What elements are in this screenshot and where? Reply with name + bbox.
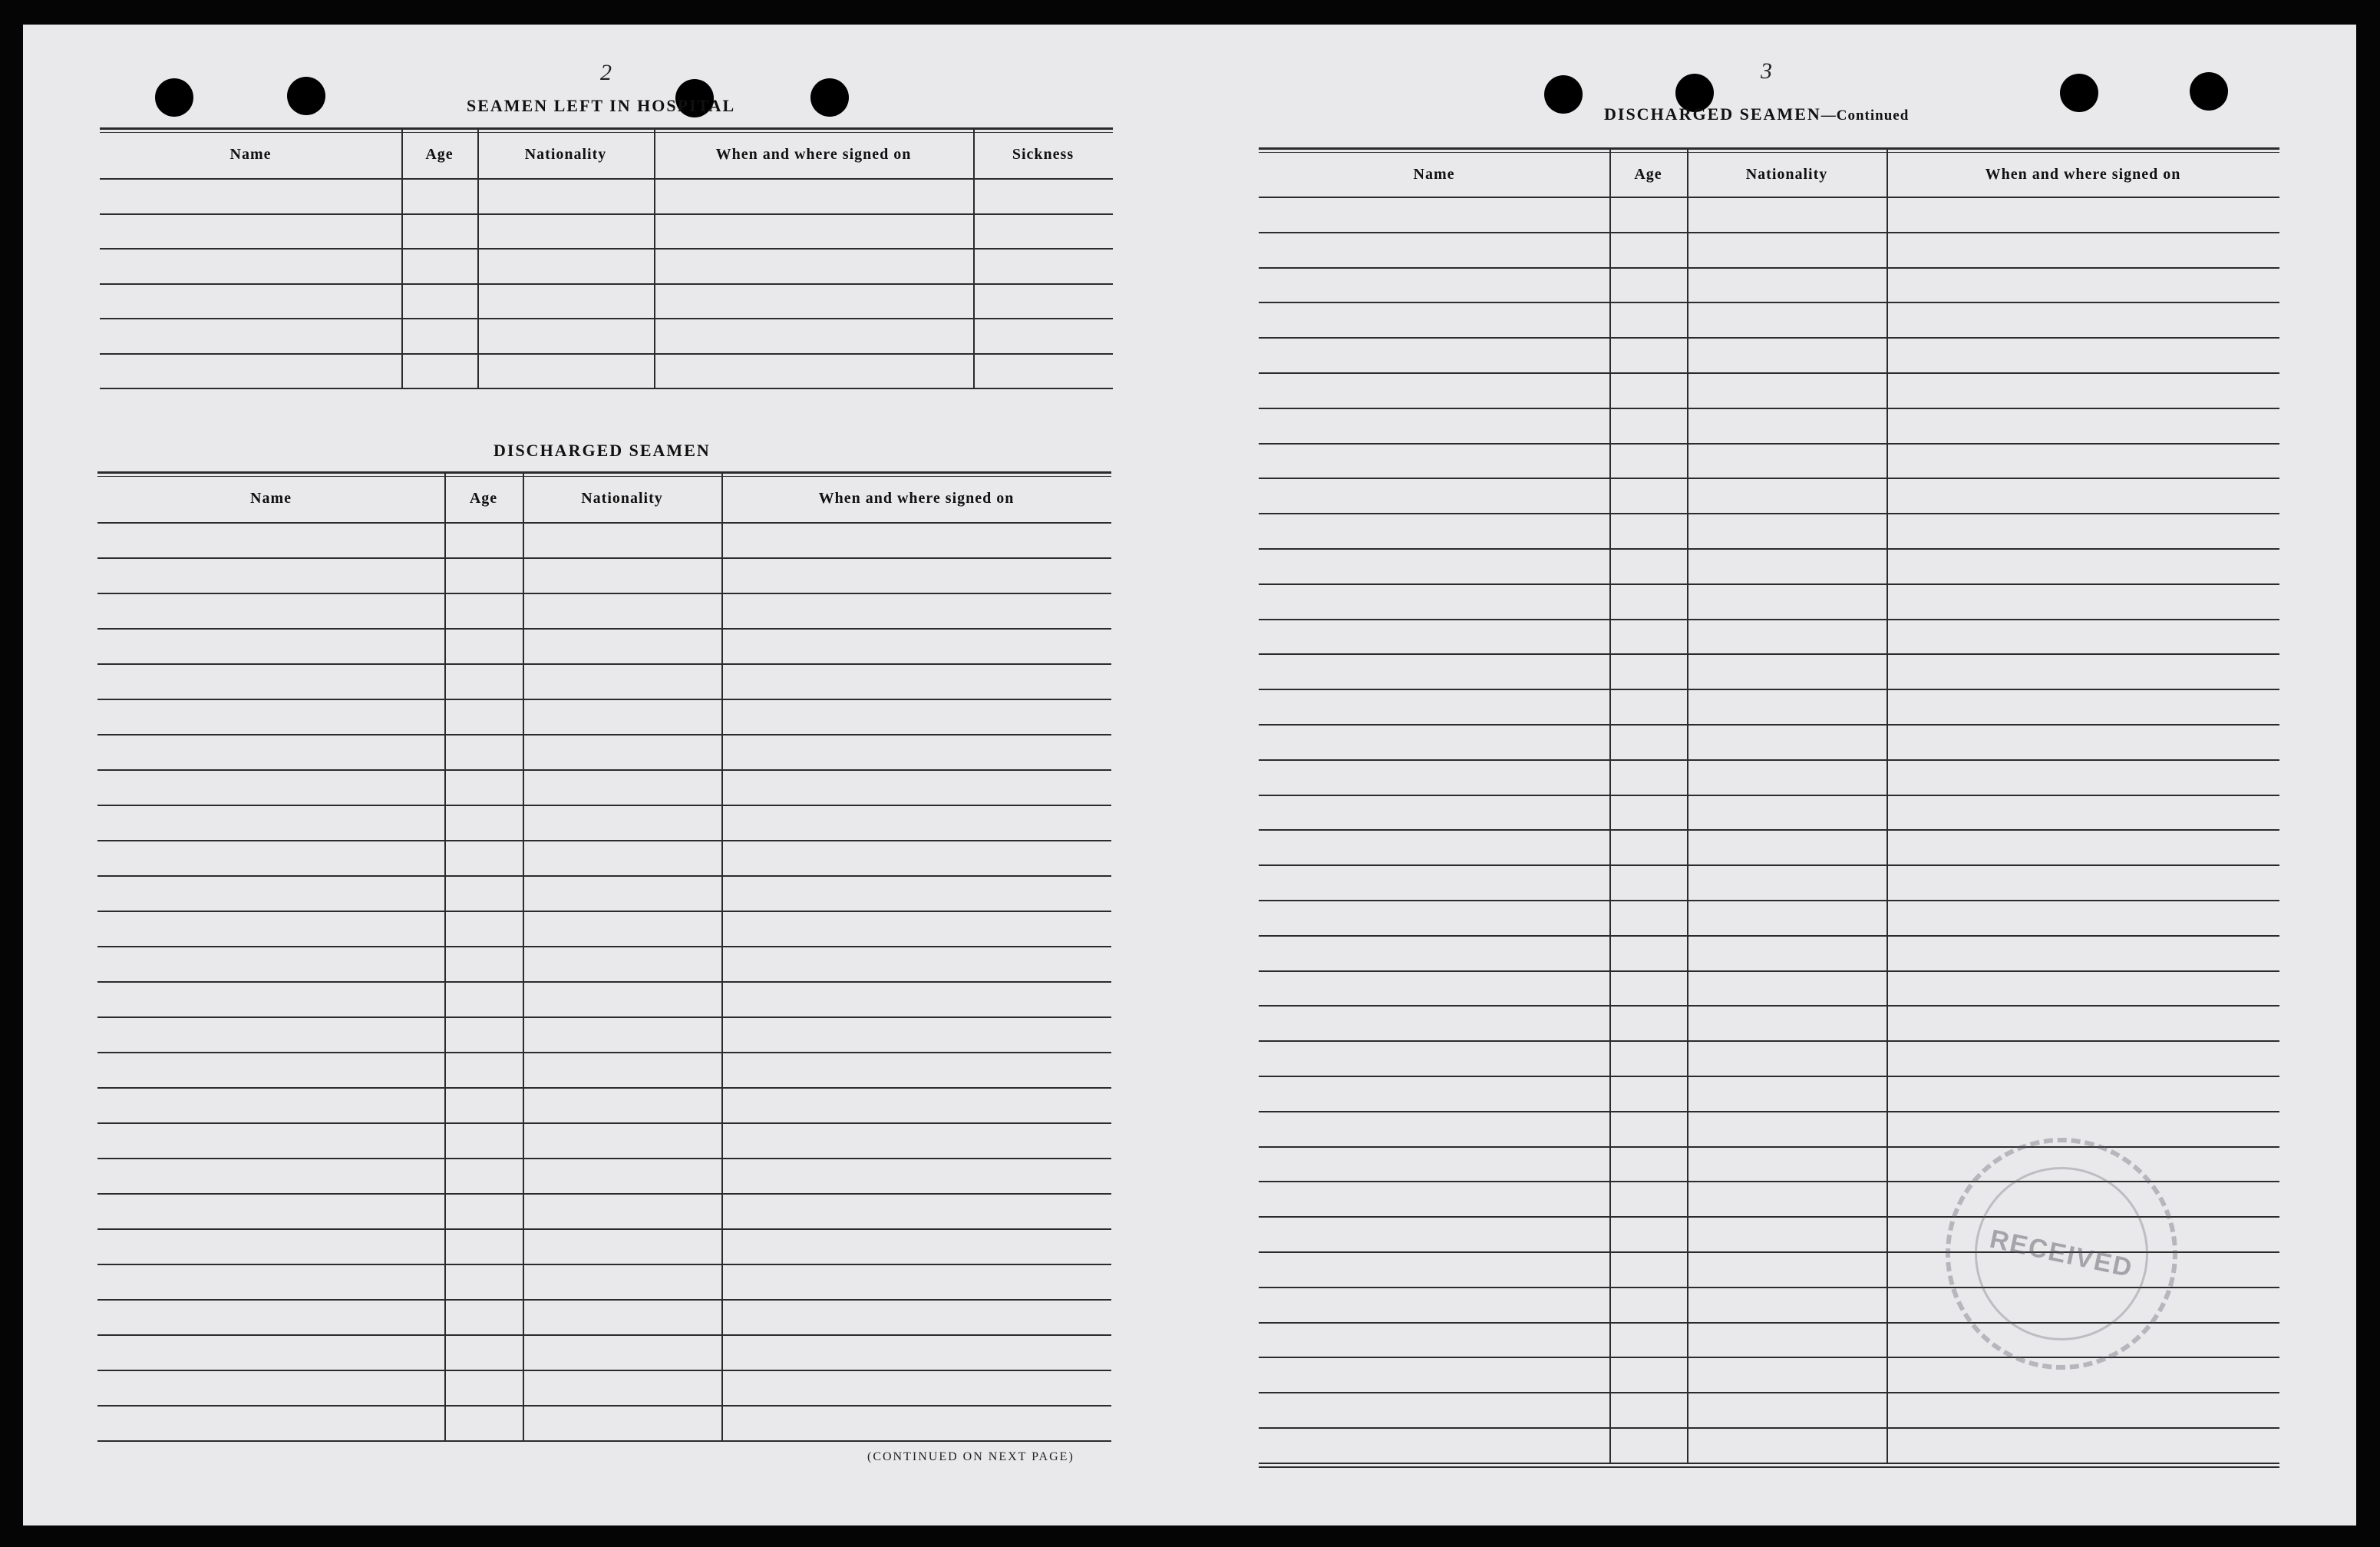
column-divider (654, 127, 655, 388)
row-rule (97, 1052, 1111, 1053)
row-rule (1259, 1463, 2279, 1464)
row-rule (97, 593, 1111, 594)
row-rule (1259, 513, 2279, 514)
column-divider (1609, 147, 1611, 1463)
column-divider (523, 471, 524, 1440)
continued-section-title (1604, 104, 1909, 124)
discharged-section-title: DISCHARGED SEAMEN (493, 441, 711, 460)
row-rule (97, 663, 1111, 665)
row-rule (1259, 689, 2279, 690)
column-header: Age (1634, 166, 1662, 183)
row-rule (1259, 1076, 2279, 1077)
column-header: Sickness (1012, 146, 1074, 163)
row-rule (1259, 478, 2279, 479)
column-header: Name (250, 490, 292, 507)
row-rule (97, 1405, 1111, 1407)
column-header: Name (1413, 166, 1455, 183)
row-rule (1259, 267, 2279, 269)
table-top-rule (97, 471, 1111, 474)
row-rule (97, 1228, 1111, 1230)
punch-hole (2060, 74, 2098, 112)
punch-hole (810, 78, 849, 117)
row-rule (1259, 302, 2279, 303)
row-rule (97, 628, 1111, 630)
hospital-section-title: SEAMEN LEFT IN HOSPITAL (467, 96, 736, 115)
punch-hole (2190, 72, 2228, 111)
column-header: When and where signed on (818, 490, 1015, 507)
punch-hole (155, 78, 193, 117)
row-rule (100, 213, 1113, 215)
column-divider (1887, 147, 1888, 1463)
column-divider (973, 127, 975, 388)
row-rule (97, 1158, 1111, 1159)
column-header: When and where signed on (1985, 166, 2181, 183)
row-rule (100, 318, 1113, 319)
row-rule (1259, 724, 2279, 726)
row-rule (97, 911, 1111, 912)
row-rule (97, 1334, 1111, 1336)
row-rule (100, 388, 1113, 389)
row-rule (1259, 1392, 2279, 1393)
row-rule (1259, 759, 2279, 761)
row-rule (1259, 408, 2279, 409)
continued-title-main: DISCHARGED SEAMEN (1604, 104, 1821, 124)
row-rule (100, 248, 1113, 250)
column-header: Age (425, 146, 454, 163)
table-top-rule (100, 132, 1113, 133)
row-rule (97, 557, 1111, 559)
row-rule (97, 1440, 1111, 1442)
row-rule (97, 840, 1111, 841)
row-rule (1259, 443, 2279, 445)
row-rule (1259, 372, 2279, 374)
header-rule (97, 522, 1111, 524)
row-rule (1259, 1427, 2279, 1429)
column-divider (401, 127, 403, 388)
row-rule (1259, 795, 2279, 796)
page-number-right: 3 (1761, 58, 1772, 84)
received-stamp (1924, 1116, 2199, 1391)
row-rule (1259, 548, 2279, 550)
row-rule (1259, 1357, 2279, 1358)
row-rule (97, 1016, 1111, 1018)
row-rule (97, 946, 1111, 947)
column-header: Age (469, 490, 498, 507)
row-rule (97, 1264, 1111, 1265)
table-top-rule (1259, 152, 2279, 153)
table-top-rule (97, 476, 1111, 477)
row-rule (1259, 829, 2279, 831)
table-top-rule (1259, 147, 2279, 150)
row-rule (100, 353, 1113, 355)
punch-hole (287, 77, 325, 115)
row-rule (97, 875, 1111, 877)
row-rule (97, 769, 1111, 771)
column-header: Nationality (524, 146, 607, 163)
row-rule (97, 1122, 1111, 1124)
table-top-rule (100, 127, 1113, 130)
row-rule (1259, 337, 2279, 339)
row-rule (1259, 653, 2279, 655)
row-rule (1259, 583, 2279, 585)
row-rule (1259, 1146, 2279, 1148)
received-stamp-text: RECEIVED (1959, 1151, 2164, 1357)
column-divider (1687, 147, 1688, 1463)
row-rule (97, 1370, 1111, 1371)
page-number-left: 2 (600, 60, 612, 85)
row-rule (1259, 1040, 2279, 1042)
row-rule (1259, 232, 2279, 233)
row-rule (1259, 900, 2279, 901)
row-rule (97, 699, 1111, 700)
column-header: When and where signed on (715, 146, 912, 163)
row-rule (100, 283, 1113, 285)
column-divider (444, 471, 446, 1440)
column-divider (477, 127, 479, 388)
row-rule (1259, 619, 2279, 620)
row-rule (1259, 1005, 2279, 1007)
table-bottom-rule (1259, 1466, 2279, 1468)
row-rule (97, 1193, 1111, 1195)
header-rule (1259, 197, 2279, 198)
row-rule (97, 734, 1111, 735)
column-header: Nationality (581, 490, 663, 507)
row-rule (1259, 1111, 2279, 1112)
punch-hole (1544, 75, 1583, 114)
row-rule (97, 1087, 1111, 1089)
column-header: Name (229, 146, 272, 163)
row-rule (1259, 970, 2279, 972)
row-rule (1259, 935, 2279, 937)
column-divider (721, 471, 723, 1440)
row-rule (97, 1299, 1111, 1301)
continued-title-suffix: —Continued (1820, 107, 1910, 124)
row-rule (97, 805, 1111, 806)
row-rule (1259, 864, 2279, 866)
document-sheet (23, 25, 2356, 1526)
continued-note: (CONTINUED ON NEXT PAGE) (867, 1450, 1074, 1463)
column-header: Nationality (1745, 166, 1828, 183)
header-rule (100, 178, 1113, 180)
row-rule (97, 981, 1111, 983)
